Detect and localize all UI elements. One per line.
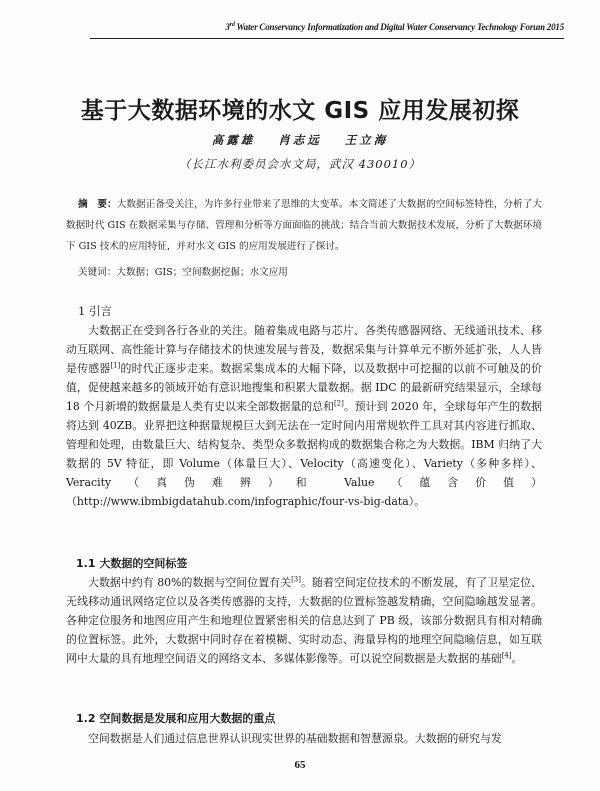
header-rule (90, 38, 564, 39)
paragraph-text: 。随着空间定位技术的不断发展，有了卫星定位、无线移动通讯网络定位以及各类传感器的支持，大数据的位置标签越发精确，空间隐喻越发显著。各种定位服务和地图应用产生和地理位置紧密相关的信息达到了 PB 级，该部分数据具有相对精确的位置标签。此外，大数据中同时存在着模糊、实时动态、海量异构的地理空间隐喻信息，如互联网中大量的具有地理空间语义的网络文本、多媒体影像等。可以说空间数据是大数据的基础 (66, 576, 542, 665)
affiliation: （长江水利委员会水文局，武汉 430010） (178, 157, 422, 171)
citation-ref: [4] (501, 651, 512, 660)
section-heading-introduction: 1 引言 (78, 304, 112, 318)
citation-ref: [1] (110, 361, 121, 370)
spatial-data-paragraph: 空间数据是人们通过信息世界认识现实世界的基础数据和智慧源泉。大数据的研究与发 (88, 732, 502, 745)
citation-ref: [2] (333, 399, 344, 408)
authors (0, 132, 600, 148)
section-heading-1-2: 1.2 空间数据是发展和应用大数据的重点 (76, 712, 276, 725)
paper-title: 基于大数据环境的水文 GIS 应用发展初探 (80, 98, 520, 124)
paragraph-text: 。预计到 2020 年，全球每年产生的数据将达到 40ZB。业界把这种据量规模巨大到无法在一定时间内用常规软件工具对其内容进行抓取、管理和处理，由数量巨大、结构复杂、类型众多数据构成的数据集合称之为大数据。IBM 归纳了大数据的 5V 特征，即 Volume（体量巨大）、Velocity（高速变化）、Variety（多种多样）、Veracity（真伪难辨）和 Value（蕴含价值）（http://www.ibmbigdatahub.com/infographic/four-vs-big-data）。 (66, 400, 542, 508)
paragraph-text: 大数据正在受到各行各业的关注。随着集成电路与芯片、各类传感器网络、无线通讯技术、移动互联网、高性能计算与存储技术的快速发展与普及，数据采集与计算单元不断外延扩张，人人皆是传感器 (66, 324, 542, 375)
author: 王立海 (344, 133, 389, 147)
section-heading-1-1: 1.1 大数据的空间标签 (76, 557, 188, 570)
paragraph-text: 大数据中约有 80%的数据与空间位置有关 (88, 576, 292, 589)
abstract-text: 大数据正备受关注，为许多行业带来了思维的大变革。本文简述了大数据的空间标签特性，分析了大数据时代 GIS 在数据采集与存储、管理和分析等方面面临的挑战；结合当前大数据技术发展，分析了大数据环境下 GIS 技术的应用特征，并对水文 GIS 的应用发展进行了探讨。 (66, 199, 543, 252)
page-number: 65 (294, 759, 306, 771)
abstract-label: 摘 要： (78, 199, 117, 210)
abstract (66, 194, 542, 257)
paragraph-text: 。 (511, 652, 523, 665)
author: 肖志远 (278, 133, 322, 147)
header-text: Water Conservancy Informatization and Digital Water Conservancy Technology Forum 2015 (234, 22, 564, 32)
spatial-label-paragraph (66, 573, 542, 668)
keywords-text: 大数据；GIS；空间数据挖掘；水文应用 (116, 267, 288, 278)
keywords-label: 关键词： (78, 267, 117, 278)
running-header (90, 22, 564, 32)
author: 高露雄 (211, 133, 256, 147)
keywords (78, 266, 538, 280)
citation-ref: [3] (291, 575, 301, 584)
header-ordinal: 3 (225, 22, 230, 32)
paragraph-text: 的时代正逐步走来。数据采集成本的大幅下降，以及数据中可挖掘的以前不可触及的价值，促使越来越多的领域开始有意识地搜集和积累大量数据。据 IDC 的最新研究结果显示，全球每 18 个月新增的数据量是人类有史以来全部数据量的总和 (66, 362, 542, 413)
intro-paragraph (66, 321, 542, 511)
header-ordinal-suffix: rd (229, 22, 235, 28)
